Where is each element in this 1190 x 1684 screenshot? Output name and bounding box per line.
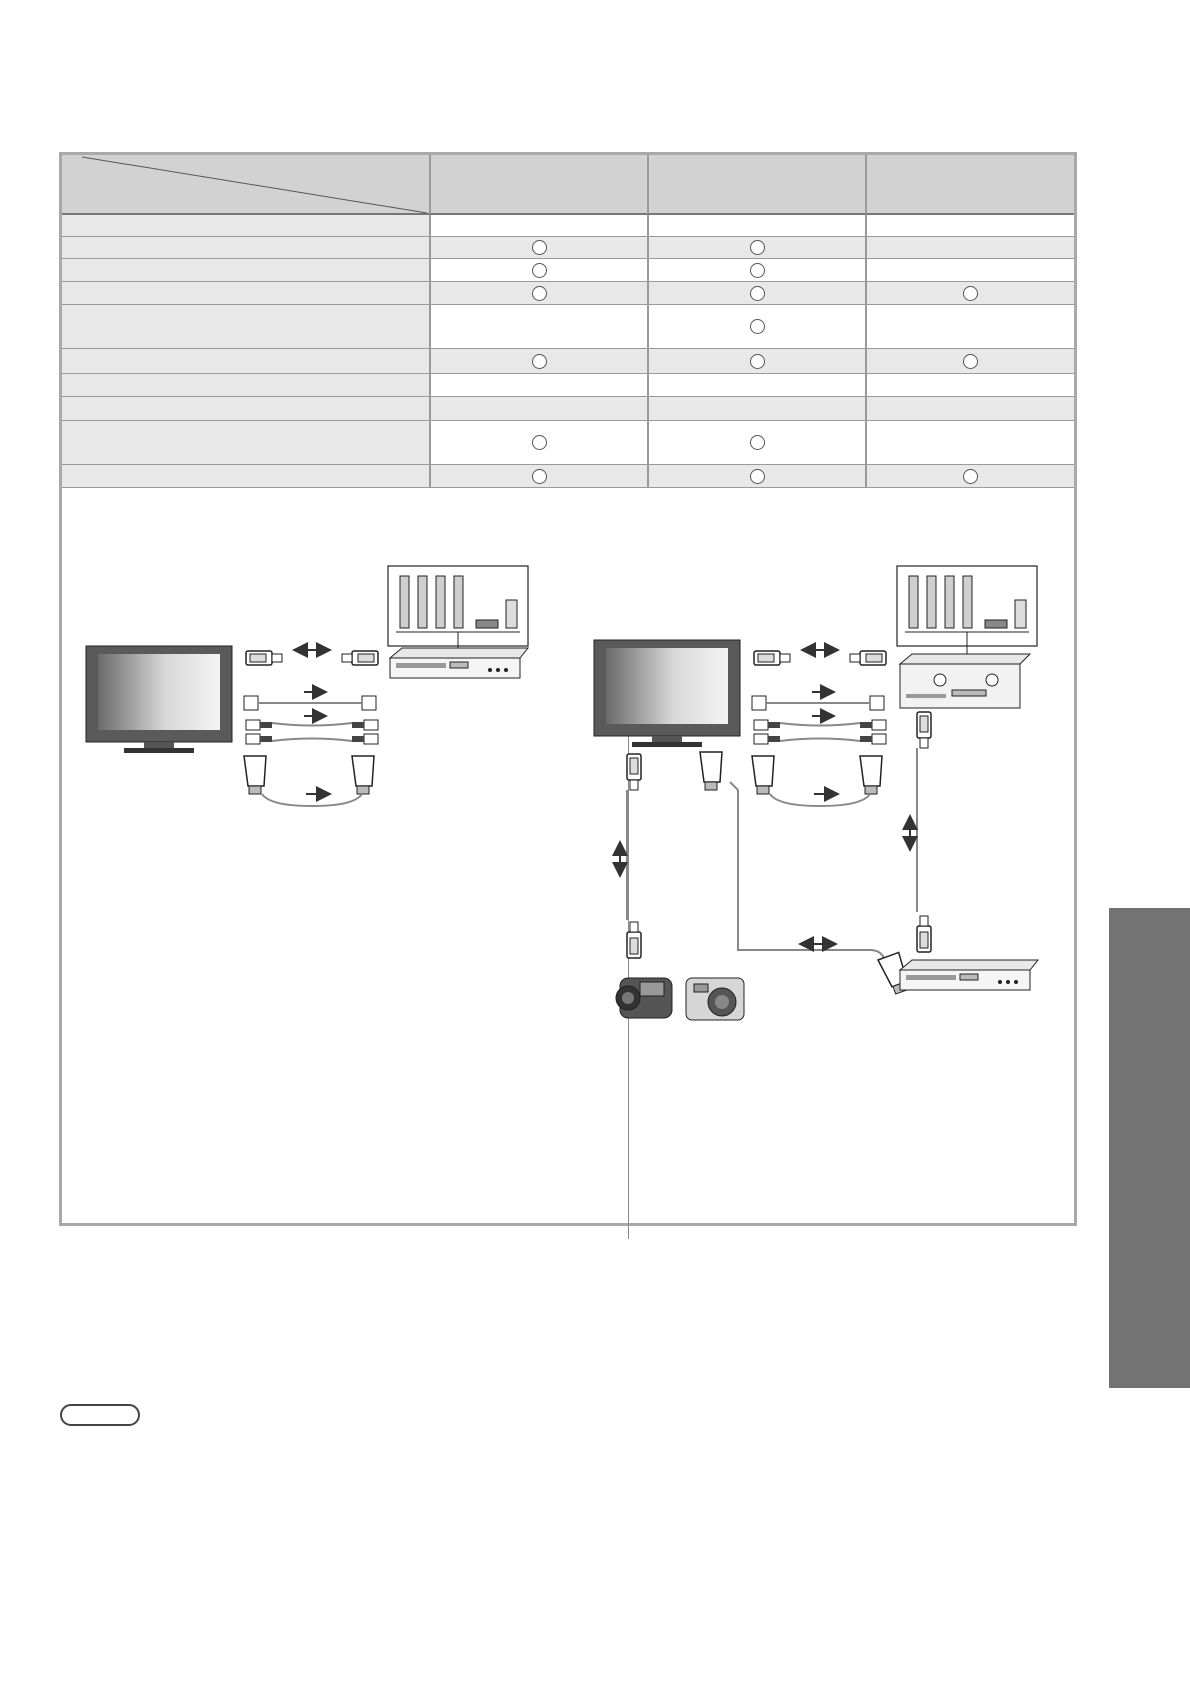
hdmi-plug-icon bbox=[754, 651, 790, 665]
right-tv bbox=[594, 640, 740, 747]
scart-plug-icon bbox=[244, 756, 266, 794]
audio-plug-icon bbox=[754, 720, 780, 744]
audio-plug-icon bbox=[246, 720, 272, 744]
camcorder bbox=[616, 978, 672, 1018]
right-diagram bbox=[594, 566, 1038, 1020]
hdmi-plug-icon bbox=[917, 916, 931, 952]
av-amplifier bbox=[900, 654, 1030, 708]
hdmi-plug-icon bbox=[850, 651, 886, 665]
scart-plug-icon bbox=[860, 756, 882, 794]
note-badge bbox=[60, 1404, 140, 1426]
left-dvd-recorder bbox=[390, 648, 528, 678]
scart-plug-icon bbox=[352, 756, 374, 794]
scart-plug-icon bbox=[700, 752, 722, 790]
audio-plug-icon bbox=[352, 720, 378, 744]
right-dvd-recorder bbox=[900, 960, 1038, 990]
hdmi-plug-icon bbox=[342, 651, 378, 665]
hdmi-plug-icon bbox=[917, 712, 931, 748]
hdmi-plug-icon bbox=[246, 651, 282, 665]
hdmi-plug-icon bbox=[627, 922, 641, 958]
left-diagram bbox=[86, 566, 528, 806]
audio-plug-icon bbox=[860, 720, 886, 744]
left-tv bbox=[86, 646, 232, 753]
scart-plug-icon bbox=[752, 756, 774, 794]
hdmi-plug-icon bbox=[627, 754, 641, 790]
section-tab bbox=[1109, 908, 1190, 1388]
digital-camera bbox=[686, 978, 744, 1020]
